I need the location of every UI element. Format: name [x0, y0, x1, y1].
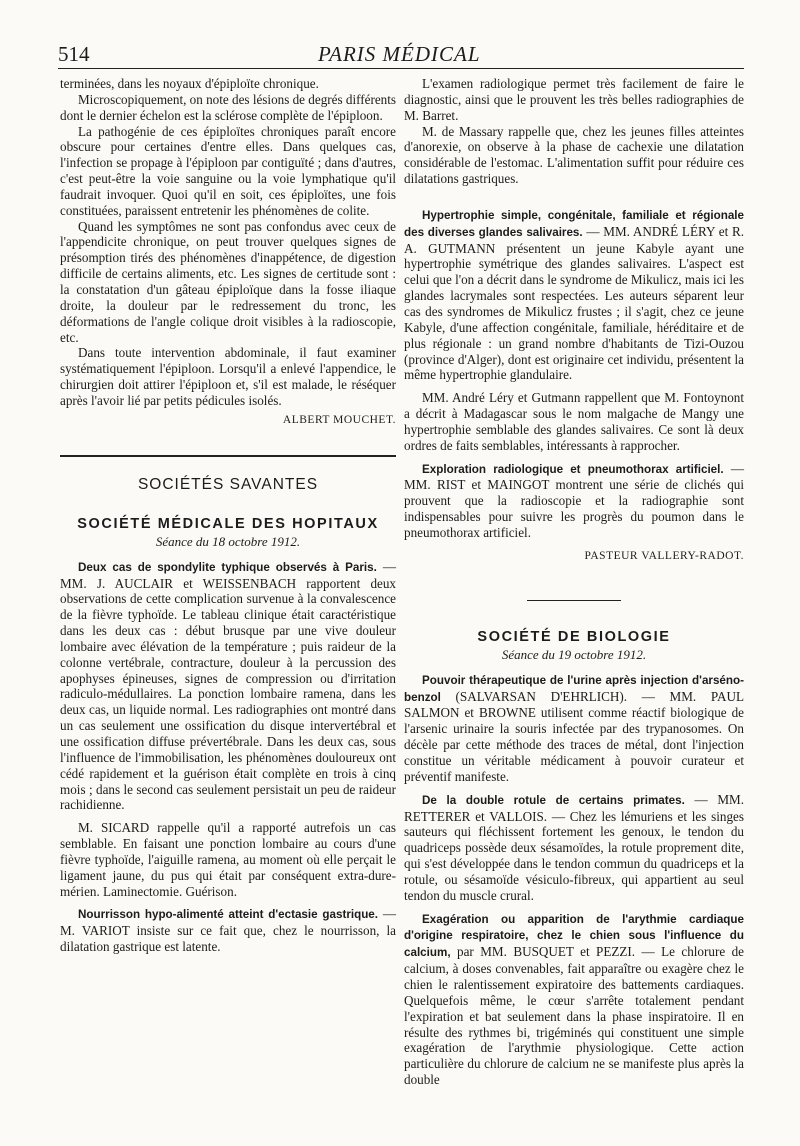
article-signature: PASTEUR VALLERY-RADOT. [584, 549, 744, 562]
entry-body: M. SICARD rappelle qu'il a rapporté autrefois un cas semblable. En faisant une ponction lombaire au cours d'une fièvre typhoïde, l'aiguille ramena, au moment où elle perçait le ligament jaune, du pus qui était par conséquent extra-dure-mérien. Laminectomie. Guérison. [60, 820, 396, 899]
continuation-paragraph: La pathogénie de ces épiploïtes chroniques paraît encore obscure pour certaines d'entre elles. Dans quelques cas, l'infection se propage à l'épiploon par contiguïté ; dans d'autres, c'est peut-être la voie sanguine ou la voie lymphatique qu'il faudrait invoquer. Quoi qu'il en soit, ces épiploïtes, une fois constituées, paraissent entretenir les phénomènes de colite. [60, 123, 396, 218]
running-title: PARIS MÉDICAL [318, 42, 481, 66]
section-title: SOCIÉTÉS SAVANTES [137, 475, 319, 493]
entry-body: — M. VARIOT insiste sur ce fait que, chez le nourrisson, la dilatation gastrique est latente. [60, 906, 396, 955]
society-entry [60, 559, 396, 814]
society-title: SOCIÉTÉ MÉDICALE DES HOPITAUX [77, 515, 379, 532]
entry-title: Exploration radiologique et pneumothorax artificiel. [422, 462, 724, 476]
entry-title: Hypertrophie simple, congénitale, familiale et régionale des diverses glandes salivaires. [404, 208, 744, 239]
page-number: 514 [58, 42, 90, 66]
entry-title: Exagération ou apparition de l'arythmie cardiaque d'origine respiratoire, chez le chien sous l'influence du calcium, [404, 912, 744, 960]
entry-body: par MM. BUSQUET et PEZZI. — Le chlorure de calcium, à doses convenables, fait apparaître ou exagère chez le chien le ralentissement expiratoire des battements cardiaques. Quelquefois même, le cœur s'arrête totalement pendant l'expiration et bat seulement dans la phase inspiratoire. Il en résulte des rythmes bi, trigéminés qui constituent une simple exagération de l'arythmie physiologique. Cette action particulière du chlorure de calcium ne se manifeste plus après la double [404, 944, 744, 1088]
opening-paragraph: M. de Massary rappelle que, chez les jeunes filles atteintes d'anorexie, on observe à la phase de cachexie une dilatation considérable de l'estomac. L'alimentation suffit pour réduire ces dilatations gastriques. [404, 123, 744, 187]
entry-body: (SALVARSAN D'EHRLICH). — MM. PAUL SALMON et BROWNE utilisent comme réactif biologique de l'arsenic urinaire la souris infectée par des trypanosomes. On décèle par cette méthode des traces de métal, dont l'injection constitue un véritable médicament à pouvoir curateur et préventif manifeste. [404, 688, 744, 784]
header-rule [58, 68, 744, 69]
entry-title: Pouvoir thérapeutique de l'urine après injection d'arséno-benzol [404, 673, 744, 704]
entry-body: — MM. ANDRÉ LÉRY et R. A. GUTMANN présentent un jeune Kabyle ayant une hypertrophie symétrique des glandes salivaires. L'aspect est celui que l'on a décrit dans le syndrome de Mikulicz, mais ici les glandes lacrymales sont respectées. Les auteurs séparent leur cas des syndromes de Mikulicz frustes ; il s'agit, chez ce jeune Kabyle, d'une affection congénitale, familiale, héréditaire et de plus régionale : un grand nombre d'habitants de Tizi-Ouzou (province d'Alger), dont est originaire cet individu, présentent la même hypertrophie glandulaire. [404, 223, 745, 383]
society-title: SOCIÉTÉ DE BIOLOGIE [477, 628, 671, 645]
continuation-paragraph: Microscopiquement, on note des lésions de degrés différents dont le dernier échelon est la sclérose complète de l'épiploon. [60, 91, 396, 123]
society-entry [60, 906, 396, 955]
entry-title: De la double rotule de certains primates. [422, 793, 685, 807]
entry-body: — MM. RIST et MAINGOT montrent une série de clichés qui prouvent que la radioscopie et la radiographie sont indispensables pour suivre les progrès du poumon dans le pneumothorax artificiel. [404, 460, 744, 540]
continuation-paragraph: Dans toute intervention abdominale, il faut examiner systématiquement l'épiploon. Lorsqu'il a enlevé l'appendice, le chirurgien doit attirer l'épiploon et, s'il est malade, le réséquer après l'avoir lié par petits pédicules isolés. [60, 345, 396, 408]
society-entry [404, 390, 744, 453]
right-column [404, 76, 744, 1095]
society-entry [60, 820, 396, 899]
society-entry [404, 792, 744, 904]
society-entry [404, 461, 744, 541]
entry-body: — MM. RETTERER et VALLOIS. — Chez les lémuriens et les singes sauteurs qui fléchissent fortement les genoux, le tendon du quadriceps possède deux sésamoïdes, la rotule proprement dite, qui s'est développée dans le tendon commun du quadriceps et la rotule, ou sésamoïde vésiculo-fibreux, qui appartient au seul tendon du muscle crural. [404, 791, 744, 903]
section-divider [60, 455, 396, 457]
continuation-paragraph: Quand les symptômes ne sont pas confondus avec ceux de l'appendicite chronique, on peut trouver quelques signes de présomption tirés des phénomènes d'inappétence, de digestion difficile de certains aliments, etc. Les signes de certitude sont : la constatation d'un gâteau épiploïque dans la fosse iliaque droite, la douleur par le redressement du tronc, les déformations de l'angle colique droit visibles à la radioscopie, etc. [60, 218, 396, 345]
society-entry [404, 207, 744, 383]
entry-body: — MM. J. AUCLAIR et WEISSENBACH rapportent deux observations de cette complication survenue à la convalescence de la fièvre typhoïde. Le tableau clinique était caractéristique dans les deux cas : début brusque par une vive douleur lombaire avec élévation de la température ; puis raideur de la colonne vertébrale, contracture, douleur à la percussion des apophyses épineuses, signes de compression ou d'irritation radiculo-médullaires. La ponction lombaire ramena, dans les deux cas, un liquide normal. Les radiographies ont montré dans un cas seulement une ossification du disque intervertébral et une ossification diffuse prévertébrale. Dans les deux cas, sous l'influence de l'immobilisation, les phénomènes douloureux ont cédé rapidement et la guérison était complète en trois à cinq mois ; dans le second cas seulement persistait un peu de raideur rachidienne. [60, 558, 396, 813]
session-date: Séance du 18 octobre 1912. [155, 533, 301, 549]
left-column [60, 76, 396, 962]
continuation-paragraph: terminées, dans les noyaux d'épiploïte chronique. [60, 76, 319, 91]
society-entry [404, 911, 744, 1088]
society-entry [404, 672, 744, 785]
spacer [404, 194, 744, 207]
article-signature: ALBERT MOUCHET. [282, 413, 396, 426]
society-divider [527, 600, 621, 601]
entry-title: Deux cas de spondylite typhique observés à Paris. [78, 560, 377, 574]
session-date: Séance du 19 octobre 1912. [501, 646, 647, 662]
opening-paragraph: L'examen radiologique permet très facilement de faire le diagnostic, ainsi que le prouvent les très belles radiographies de M. Barret. [404, 76, 744, 123]
entry-body: MM. André Léry et Gutmann rappellent que M. Fontoynont a décrit à Madagascar sous le nom malgache de Mangy une hypertrophie semblable des glandes salivaires. Ce sont là deux ordres de faits semblables, intéressants à rapprocher. [404, 390, 744, 453]
entry-title: Nourrisson hypo-alimenté atteint d'ectasie gastrique. [78, 908, 379, 922]
